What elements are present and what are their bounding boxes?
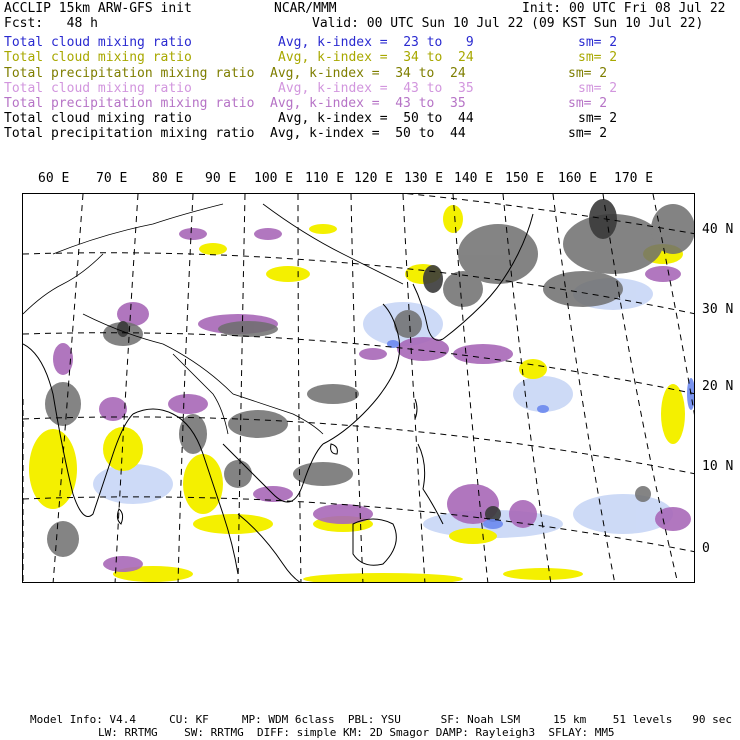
lon-label: 70 E: [96, 171, 128, 186]
legend-field-name: Total cloud mixing ratio: [4, 81, 192, 96]
legend-smoothing: sm= 2: [568, 126, 608, 141]
lat-label: 30 N: [702, 302, 734, 317]
init-time: Init: 00 UTC Fri 08 Jul 22: [522, 1, 726, 16]
legend-smoothing: sm= 2: [568, 66, 608, 81]
legend-field-name: Total cloud mixing ratio: [4, 111, 192, 126]
legend-avg-range: Avg, k-index = 50 to 44: [278, 111, 474, 126]
lon-label: 80 E: [152, 171, 184, 186]
lon-label: 140 E: [454, 171, 494, 186]
lat-label: 10 N: [702, 459, 734, 474]
shading-layer: [29, 199, 695, 583]
legend-field-name: Total precipitation mixing ratio: [4, 66, 255, 81]
legend-avg-range: Avg, k-index = 50 to 44: [270, 126, 466, 141]
center-label: NCAR/MMM: [274, 1, 337, 16]
lat-label: 20 N: [702, 379, 734, 394]
legend-field-name: Total cloud mixing ratio: [4, 50, 192, 65]
forecast-hour: Fcst: 48 h: [4, 16, 98, 31]
valid-time: Valid: 00 UTC Sun 10 Jul 22 (09 KST Sun 10 Jul 22): [312, 16, 704, 31]
lon-label: 120 E: [354, 171, 394, 186]
model-info-line1: Model Info: V4.4 CU: KF MP: WDM 6class PBL: YSU SF: Noah LSM 15 km 51 levels 90 sec: [30, 713, 732, 726]
model-info-line2: LW: RRTMG SW: RRTMG DIFF: simple KM: 2D Smagor DAMP: Rayleigh3 SFLAY: MM5: [98, 726, 615, 739]
map-canvas: [23, 194, 695, 583]
legend-field-name: Total precipitation mixing ratio: [4, 96, 255, 111]
legend-smoothing: sm= 2: [578, 111, 618, 126]
lon-label: 150 E: [505, 171, 545, 186]
lon-label: 90 E: [205, 171, 237, 186]
model-title: ACCLIP 15km ARW-GFS init: [4, 1, 192, 16]
lon-label: 160 E: [558, 171, 598, 186]
legend-smoothing: sm= 2: [578, 50, 618, 65]
legend-field-name: Total cloud mixing ratio: [4, 35, 192, 50]
legend-avg-range: Avg, k-index = 23 to 9: [278, 35, 474, 50]
legend-field-name: Total precipitation mixing ratio: [4, 126, 255, 141]
map-panel: [22, 193, 695, 583]
legend-smoothing: sm= 2: [578, 35, 618, 50]
lat-label: 0: [702, 541, 710, 556]
legend-avg-range: Avg, k-index = 43 to 35: [270, 96, 466, 111]
legend-avg-range: Avg, k-index = 43 to 35: [278, 81, 474, 96]
lon-label: 60 E: [38, 171, 70, 186]
lon-label: 110 E: [305, 171, 345, 186]
legend-smoothing: sm= 2: [578, 81, 618, 96]
lon-label: 170 E: [614, 171, 654, 186]
legend-smoothing: sm= 2: [568, 96, 608, 111]
lat-label: 40 N: [702, 222, 734, 237]
legend-avg-range: Avg, k-index = 34 to 24: [278, 50, 474, 65]
lon-label: 100 E: [254, 171, 294, 186]
legend-avg-range: Avg, k-index = 34 to 24: [270, 66, 466, 81]
lon-label: 130 E: [404, 171, 444, 186]
